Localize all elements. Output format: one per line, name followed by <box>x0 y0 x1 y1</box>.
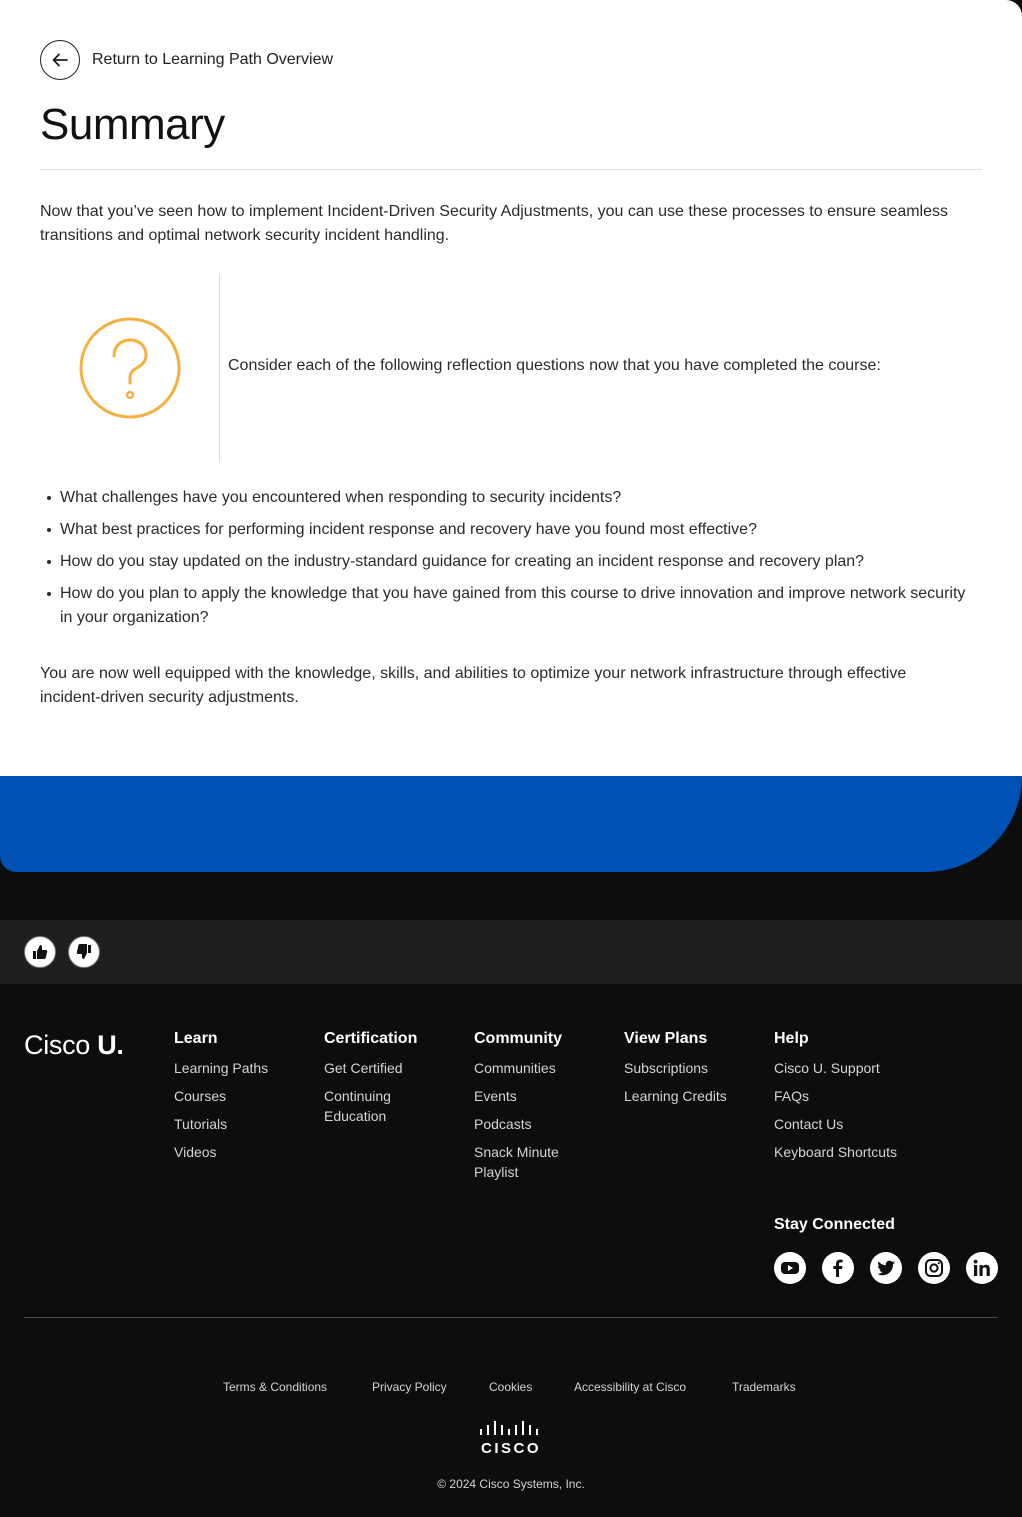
footer-divider <box>24 1317 998 1318</box>
footer-heading: View Plans <box>624 1030 708 1047</box>
footer-column-certification <box>324 1030 444 1134</box>
reflection-question-list <box>60 486 970 638</box>
reflection-callout <box>40 273 982 463</box>
copyright-text: © 2024 Cisco Systems, Inc. <box>437 1477 585 1491</box>
reflection-prompt: Consider each of the following reflection questions now that you have completed the course: <box>228 357 881 374</box>
cisco-logo <box>478 1420 544 1456</box>
feedback-bar <box>0 920 1022 984</box>
terms-link[interactable]: Terms & Conditions <box>223 1380 328 1394</box>
footer-column-help <box>774 1030 897 1170</box>
stay-connected-heading: Stay Connected <box>774 1216 895 1233</box>
footer-link[interactable]: Cisco U. Support <box>774 1060 880 1076</box>
intro-paragraph: Now that you’ve seen how to implement Incident-Driven Security Adjustments, you can use these processes to ensure seamless transitions and optimal network security incident handling. <box>40 203 949 244</box>
footer-link[interactable]: Subscriptions <box>624 1060 709 1076</box>
footer-link[interactable]: Courses <box>174 1088 227 1104</box>
trademarks-link[interactable]: Trademarks <box>732 1380 796 1394</box>
facebook-icon[interactable] <box>822 1252 854 1284</box>
accent-band <box>0 776 1022 872</box>
youtube-icon[interactable] <box>774 1252 806 1284</box>
logo-text: Cisco <box>24 1030 91 1060</box>
cookies-link[interactable]: Cookies <box>489 1380 533 1394</box>
footer-link[interactable]: Get Certified <box>324 1060 403 1076</box>
accessibility-link[interactable]: Accessibility at Cisco <box>574 1380 687 1394</box>
thumbs-up-icon <box>32 944 48 960</box>
list-item: How do you plan to apply the knowledge that you have gained from this course to drive innovation and improve network security in your organization? <box>60 582 970 630</box>
reflection-icon-cell <box>40 273 220 463</box>
footer-link[interactable]: Learning Credits <box>624 1088 727 1104</box>
instagram-icon[interactable] <box>918 1252 950 1284</box>
footer-link[interactable]: Learning Paths <box>174 1060 269 1076</box>
list-item: What best practices for performing incident response and recovery have you found most effective? <box>60 518 970 542</box>
thumbs-down-icon <box>76 944 92 960</box>
question-mark-icon <box>78 316 182 420</box>
footer-heading: Learn <box>174 1030 218 1047</box>
footer-heading: Certification <box>324 1030 418 1047</box>
footer-column-community <box>474 1030 584 1190</box>
footer-link[interactable]: Podcasts <box>474 1116 532 1132</box>
footer-column-learn <box>174 1030 268 1170</box>
footer-link[interactable]: Continuing Education <box>324 1088 391 1124</box>
footer-heading: Community <box>474 1030 562 1047</box>
return-to-overview-link[interactable] <box>40 40 333 80</box>
footer-link[interactable]: Keyboard Shortcuts <box>774 1144 897 1160</box>
twitter-icon[interactable] <box>870 1252 902 1284</box>
thumbs-down-button[interactable] <box>68 936 100 968</box>
cisco-wordmark: CISCO <box>480 1440 542 1456</box>
footer-link[interactable]: Events <box>474 1088 517 1104</box>
return-link-label[interactable]: Return to Learning Path Overview <box>92 51 334 68</box>
list-item: What challenges have you encountered when responding to security incidents? <box>60 486 970 510</box>
thumbs-up-button[interactable] <box>24 936 56 968</box>
privacy-link[interactable]: Privacy Policy <box>372 1380 447 1394</box>
footer-link[interactable]: Communities <box>474 1060 556 1076</box>
footer-column-view-plans <box>624 1030 727 1114</box>
footer-link[interactable]: Tutorials <box>174 1116 228 1132</box>
logo-mark: U. <box>97 1030 124 1060</box>
footer-link[interactable]: FAQs <box>774 1088 810 1104</box>
title-divider <box>40 169 982 170</box>
list-item: How do you stay updated on the industry-standard guidance for creating an incident response and recovery plan? <box>60 550 970 574</box>
footer-link[interactable]: Videos <box>174 1144 217 1160</box>
closing-paragraph: You are now well equipped with the knowledge, skills, and abilities to optimize your network infrastructure through effective incident-driven security adjustments. <box>40 665 907 706</box>
cisco-u-logo[interactable] <box>24 1030 124 1061</box>
linkedin-icon[interactable] <box>966 1252 998 1284</box>
footer-link[interactable]: Contact Us <box>774 1116 844 1132</box>
footer-heading: Help <box>774 1030 809 1047</box>
footer-link[interactable]: Snack Minute Playlist <box>474 1144 559 1180</box>
arrow-left-icon[interactable] <box>40 40 80 80</box>
page-title: Summary <box>40 100 225 149</box>
